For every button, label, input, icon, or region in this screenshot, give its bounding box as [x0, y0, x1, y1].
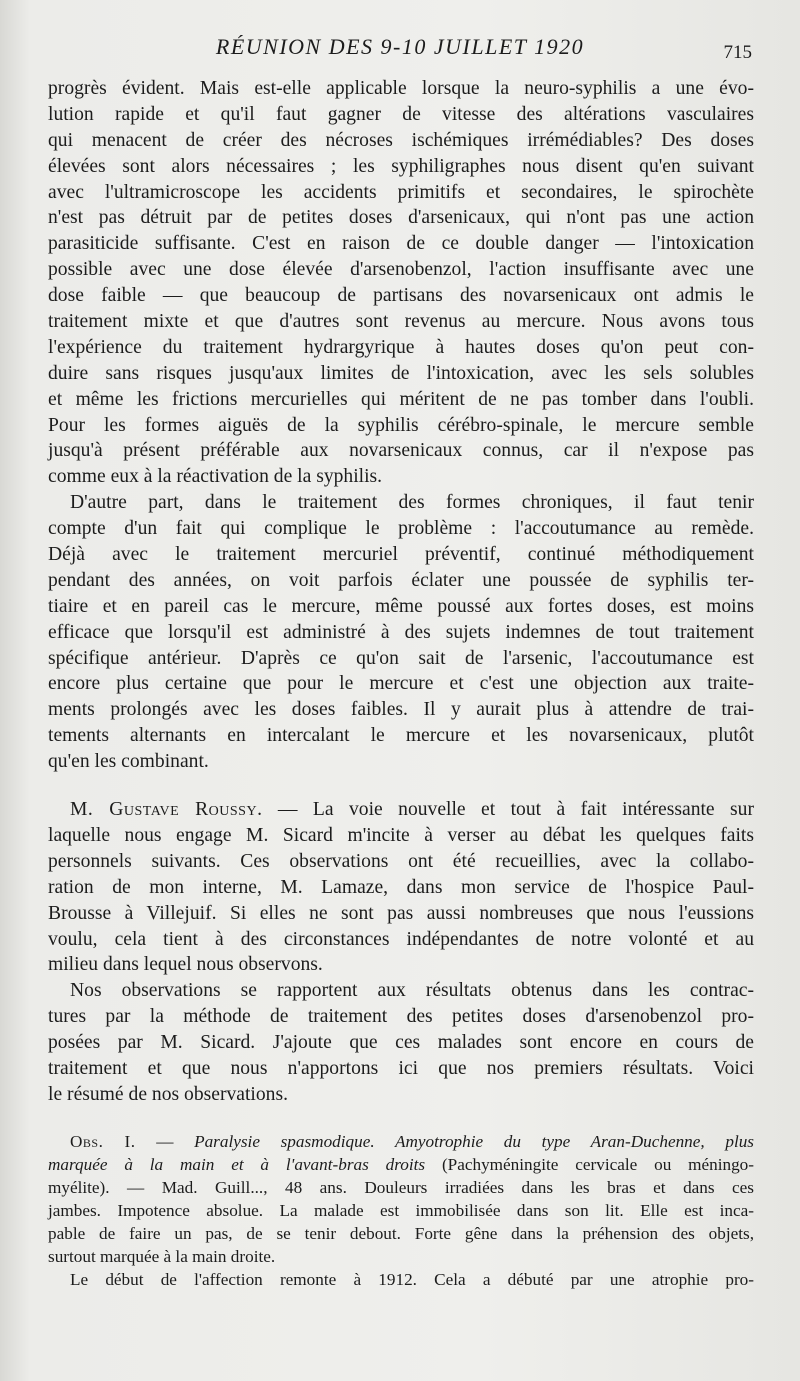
- paragraph-roussy: [48, 797, 754, 978]
- text-line: tements alternants en intercalant le mercure et les novarsenicaux, plutôt: [48, 725, 754, 747]
- observation-dash: —: [135, 1131, 195, 1151]
- text-line: [48, 1130, 754, 1153]
- text-line: tiaire et en pareil cas le mercure, même poussé aux fortes doses, est moins: [48, 595, 754, 617]
- text-line: myélite). — Mad. Guill..., 48 ans. Douleurs irradiées dans les bras et dans ces: [48, 1177, 754, 1197]
- observation-diagnosis: (Pachyméningite cervicale ou méningo-: [425, 1154, 754, 1174]
- text-line: possible avec une dose élevée d'arsenobenzol, l'action insuffisante avec une: [48, 259, 754, 281]
- text-line: jusqu'à présent préférable aux novarsenicaux connus, car il n'expose pas: [48, 440, 754, 462]
- text-line: surtout marquée à la main droite.: [48, 1246, 276, 1266]
- page-number: 715: [723, 42, 752, 63]
- text-line: milieu dans lequel nous observons.: [48, 954, 323, 976]
- text-line: personnels suivants. Ces observations ont été recueillies, avec la collabo-: [48, 850, 754, 872]
- text-line: Pour les formes aiguës de la syphilis cérébro-spinale, le mercure semble: [48, 414, 754, 436]
- text-line: pable de faire un pas, de se tenir debout. Forte gêne dans la préhension des objets,: [48, 1223, 754, 1243]
- text-line: posées par M. Sicard. J'ajoute que ces malades sont encore en cours de: [48, 1032, 754, 1054]
- text-line: jambes. Impotence absolue. La malade est immobilisée dans son lit. Elle est inca-: [48, 1200, 754, 1220]
- text-line: Brousse à Villejuif. Si elles ne sont pas aussi nombreuses que nous l'eussions: [48, 902, 754, 924]
- paragraph-accoutumance: [48, 490, 754, 775]
- text-line: le résumé de nos observations.: [48, 1083, 288, 1105]
- observation-label: Obs. I.: [70, 1131, 136, 1151]
- page-header: [0, 34, 800, 74]
- text-line: D'autre part, dans le traitement des formes chroniques, il faut tenir: [70, 492, 754, 514]
- text-line: ments prolongés avec les doses faibles. Il y aurait plus à attendre de trai-: [48, 699, 754, 721]
- paragraph-intoxication: [48, 76, 754, 490]
- text-line: duire sans risques jusqu'aux limites de l'intoxication, avec les sels solubles: [48, 362, 754, 384]
- text-line: voulu, cela tient à des circonstances indépendantes de notre volonté et au: [48, 928, 754, 950]
- running-title: RÉUNION DES 9-10 JUILLET 1920: [215, 34, 585, 59]
- text-line: dose faible — que beaucoup de partisans des novarsenicaux ont admis le: [48, 285, 754, 307]
- text-line: pendant des années, on voit parfois éclater une poussée de syphilis ter-: [48, 569, 754, 591]
- text-line: avec l'ultramicroscope les accidents primitifs et secondaires, le spirochète: [48, 181, 754, 203]
- speaker-name: M. Gustave Roussy.: [70, 799, 263, 821]
- text-line: qu'en les combinant.: [48, 751, 209, 773]
- text-line: ration de mon interne, M. Lamaze, dans mon service de l'hospice Paul-: [48, 876, 754, 898]
- observation-title: marquée à la main et à l'avant-bras droits: [48, 1154, 426, 1174]
- text-line: compte d'un fait qui complique le problème : l'accoutumance au remède.: [48, 518, 754, 540]
- page-body: [48, 76, 754, 1291]
- paragraph-observations: [48, 978, 754, 1107]
- text-line: parasiticide suffisante. C'est en raison de ce double danger — l'intoxication: [48, 233, 754, 255]
- paragraph-gap: [48, 1108, 754, 1130]
- text-line: comme eux à la réactivation de la syphilis.: [48, 466, 383, 488]
- text-line: n'est pas détruit par de petites doses d'arsenicaux, qui n'ont pas une action: [48, 207, 754, 229]
- speaker-line-rest: — La voie nouvelle et tout à fait intéressante sur: [262, 799, 754, 821]
- text-line: traitement et que nous n'apportons ici que nos premiers résultats. Voici: [48, 1057, 754, 1079]
- text-line: efficace que lorsqu'il est administré à des sujets indemnes de tout traitement: [48, 621, 754, 643]
- text-line: progrès évident. Mais est-elle applicable lorsque la neuro-syphilis a une évo-: [48, 78, 754, 99]
- text-line: spécifique antérieur. D'après ce qu'on sait de l'arsenic, l'accoutumance est: [48, 647, 754, 669]
- text-line: qui menacent de créer des nécroses ischémiques irrémédiables? Des doses: [48, 129, 754, 151]
- observation-1: [48, 1130, 754, 1291]
- paragraph-gap: [48, 775, 754, 797]
- text-line: l'expérience du traitement hydrargyrique à hautes doses qu'on peut con-: [48, 336, 754, 358]
- text-line: traitement mixte et que d'autres sont revenus au mercure. Nous avons tous: [48, 311, 754, 333]
- text-line: [48, 1153, 754, 1176]
- text-line: tures par la méthode de traitement des petites doses d'arsenobenzol pro-: [48, 1006, 754, 1028]
- text-line: élevées sont alors nécessaires ; les syphiligraphes nous disent qu'en suivant: [48, 155, 754, 177]
- text-line: lution rapide et qu'il faut gagner de vitesse des altérations vasculaires: [48, 103, 754, 125]
- text-line: Le début de l'affection remonte à 1912. Cela a débuté par une atrophie pro-: [70, 1269, 754, 1289]
- text-line: et même les frictions mercurielles qui méritent de ne pas tomber dans l'oubli.: [48, 388, 754, 410]
- text-line: Déjà avec le traitement mercuriel préventif, continué méthodiquement: [48, 544, 754, 566]
- observation-title: Paralysie spasmodique. Amyotrophie du type Aran-Duchenne, plus: [194, 1131, 754, 1151]
- text-line: Nos observations se rapportent aux résultats obtenus dans les contrac-: [70, 980, 754, 1002]
- text-line: encore plus certaine que pour le mercure et c'est une objection aux traite-: [48, 673, 754, 695]
- text-line: laquelle nous engage M. Sicard m'incite à verser au débat les quelques faits: [48, 824, 754, 846]
- text-line: [48, 797, 754, 823]
